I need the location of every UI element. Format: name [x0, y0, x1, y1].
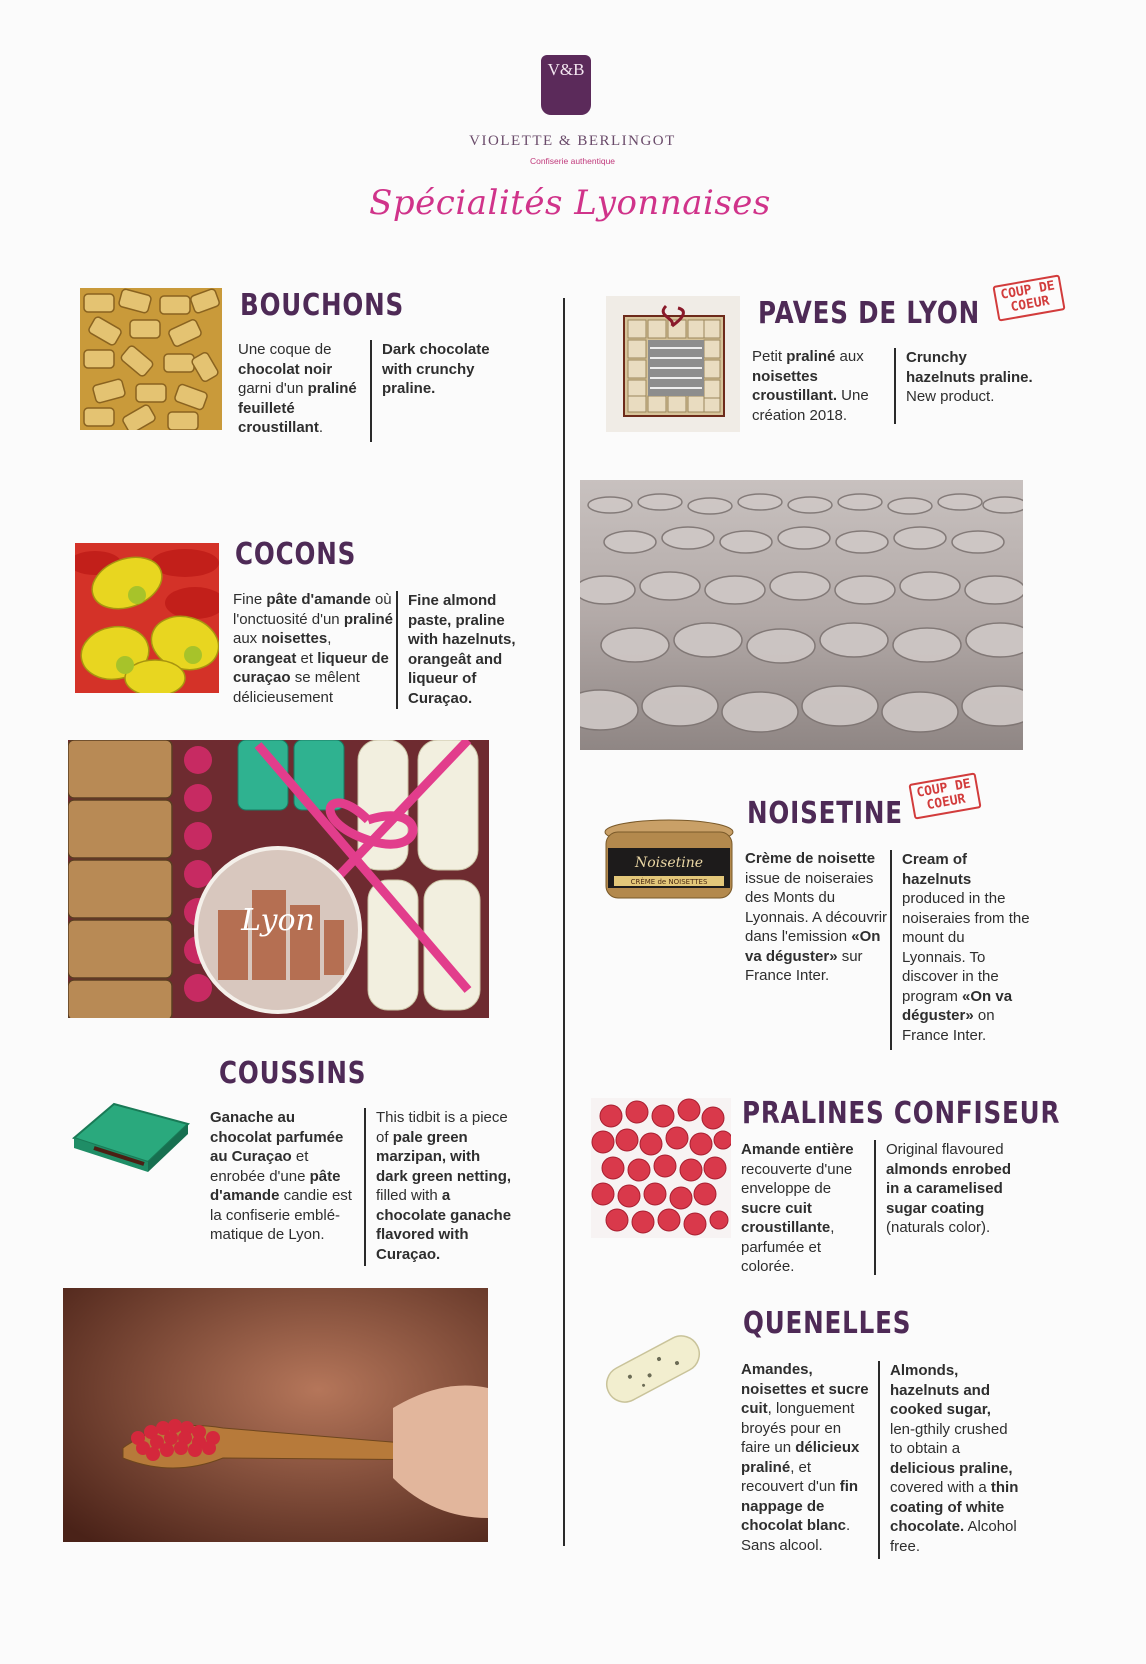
noisetine-coup-de-coeur-stamp: COUP DE COEUR — [908, 772, 981, 819]
page-title: Spécialités Lyonnaises — [369, 183, 771, 223]
bold-text-run: Crunchy hazelnuts praline. — [906, 349, 1033, 386]
cocons-text-en — [396, 591, 526, 709]
text-run: (naturals color). — [886, 1219, 991, 1236]
bold-text-run: chocolat noir — [238, 360, 333, 378]
bold-text-run: delicious praline, — [890, 1459, 1013, 1477]
bold-text-run: «On va déguster» — [902, 987, 1013, 1024]
bold-text-run: praliné — [786, 348, 836, 365]
quenelles-title: QUENELLES — [743, 1306, 912, 1341]
coussins-title: COUSSINS — [219, 1056, 367, 1091]
text-run: , — [327, 630, 332, 647]
paves-text-en — [894, 348, 1036, 424]
text-run: Petit — [752, 348, 787, 365]
quenelles-photo — [597, 1325, 709, 1413]
text-run: This tidbit is a piece of — [376, 1109, 508, 1146]
text-run: Une création 2018. — [752, 387, 869, 424]
paves-photo — [606, 296, 740, 432]
bold-text-run: pâte d'amande — [266, 591, 371, 608]
text-run: et — [296, 649, 318, 667]
jar-sublabel-text: CRÈME de NOISETTES — [630, 878, 708, 886]
cobblestone-photo — [580, 480, 1023, 750]
text-run: New product. — [906, 388, 995, 405]
bold-text-run: praliné feuilleté croustillant — [238, 380, 357, 436]
text-run: Alcohol free. — [890, 1518, 1017, 1555]
bold-text-run: praliné — [343, 610, 393, 628]
bold-text-run: Cream of hazelnuts — [902, 851, 972, 888]
text-run: et enrobée d'une — [210, 1148, 310, 1185]
text-run: sur France Inter. — [745, 947, 863, 984]
lyon-box-photo — [68, 740, 489, 1018]
bold-text-run: a chocolate ganache flavored with Curaçao. — [376, 1187, 512, 1263]
text-run: filled with — [376, 1187, 442, 1204]
text-run: len-gthily crushed to obtain a — [890, 1420, 1008, 1457]
bouchons-text-fr — [238, 340, 368, 438]
pralines-title: PRALINES CONFISEUR — [742, 1096, 1061, 1131]
pralines-text-fr — [741, 1140, 869, 1277]
text-run: où l'onctuosité d'un — [233, 591, 392, 628]
bold-text-run: Ganache au chocolat parfumée au Curaçao — [210, 1109, 344, 1165]
text-run: Fine — [233, 591, 267, 608]
noisetine-text-fr — [745, 849, 893, 986]
paves-title: PAVES DE LYON — [758, 296, 981, 331]
jar-label-text: Noisetine — [634, 855, 704, 871]
coussins-text-fr — [210, 1108, 360, 1245]
noisetine-text-en — [890, 850, 1032, 1050]
brand-subtitle: Confiserie authentique — [529, 156, 616, 166]
noisetine-jar-photo — [600, 818, 738, 908]
column-divider — [563, 298, 565, 1546]
text-run: Original flavoured — [886, 1141, 1004, 1158]
bouchons-title: BOUCHONS — [240, 288, 405, 323]
bold-text-run: orangeat — [233, 649, 297, 667]
pralines-spoon-photo — [63, 1288, 488, 1542]
bold-text-run: délicieux praliné — [741, 1439, 860, 1476]
text-run: Une coque de — [238, 341, 332, 358]
bold-text-run: Amandes, noisettes et sucre cuit — [741, 1361, 869, 1417]
bold-text-run: pale green marzipan, with dark green netting, — [376, 1128, 512, 1185]
bold-text-run: thin coating of white chocolate. — [890, 1479, 1019, 1535]
noisetine-title: NOISETINE — [747, 796, 903, 831]
cocons-photo — [75, 543, 219, 693]
text-run: garni d'un — [238, 380, 308, 397]
paves-coup-de-coeur-stamp: COUP DE COEUR — [992, 274, 1065, 321]
bold-text-run: sucre cuit croustillante — [741, 1199, 831, 1236]
brand-name: VIOLETTE & BERLINGOT — [469, 133, 676, 149]
bold-text-run: pâte d'amande — [210, 1167, 341, 1204]
bold-text-run: Crème de noisette — [745, 850, 876, 867]
bold-text-run: liqueur de curaçao — [233, 649, 389, 686]
text-run: aux — [835, 348, 864, 365]
text-run: , et recouvert d'un — [741, 1458, 840, 1495]
text-run: candie est la confiserie emblé-matique de Lyon. — [210, 1187, 352, 1243]
pralines-photo — [591, 1098, 731, 1238]
paves-text-fr — [752, 347, 887, 425]
bold-text-run: «On va déguster» — [745, 928, 881, 965]
bold-text-run: almonds enrobed in a caramelised sugar coating — [886, 1160, 1012, 1217]
cocons-text-fr — [233, 590, 393, 707]
quenelles-text-en — [878, 1361, 1020, 1559]
bold-text-run: Amande entière — [741, 1141, 854, 1158]
bouchons-text-en — [370, 340, 502, 442]
text-run: covered with a — [890, 1479, 991, 1496]
bold-text-run: noisettes croustillant. — [752, 367, 838, 404]
coussins-text-en — [364, 1108, 516, 1266]
logo: V&B — [541, 55, 591, 115]
text-run: aux — [233, 630, 262, 647]
bold-text-run: noisettes — [261, 630, 328, 647]
text-run: se mêlent délicieusement — [233, 669, 360, 706]
bold-text-run: fin nappage de chocolat blanc — [741, 1478, 859, 1534]
bold-text-run: Fine almond paste, praline with hazelnuts, orangeât and liqueur of Curaçao. — [408, 592, 516, 707]
bold-text-run: Dark chocolate with crunchy praline. — [382, 341, 490, 397]
lyon-label-text: Lyon — [241, 903, 315, 938]
bold-text-run: Almonds, hazelnuts and cooked sugar, — [890, 1362, 991, 1418]
text-run: recouverte d'une enveloppe de — [741, 1160, 853, 1197]
text-run: issue de noiseraies des Monts du Lyonnais. A découvrir dans l'emission — [745, 869, 888, 945]
quenelles-text-fr — [741, 1360, 871, 1555]
cocons-title: COCONS — [235, 537, 357, 572]
coussins-photo — [64, 1098, 196, 1178]
bouchons-photo — [80, 288, 222, 430]
pralines-text-en — [874, 1140, 1026, 1275]
text-run: , parfumée et colorée. — [741, 1219, 835, 1275]
text-run: . — [318, 419, 324, 436]
text-run: on France Inter. — [902, 1007, 995, 1044]
text-run: , longuement broyés pour en faire un — [741, 1400, 855, 1456]
text-run: produced in the noiseraies from the mount du Lyonnais. To discover in the program — [902, 890, 1030, 1005]
text-run: . Sans alcool. — [741, 1517, 851, 1554]
